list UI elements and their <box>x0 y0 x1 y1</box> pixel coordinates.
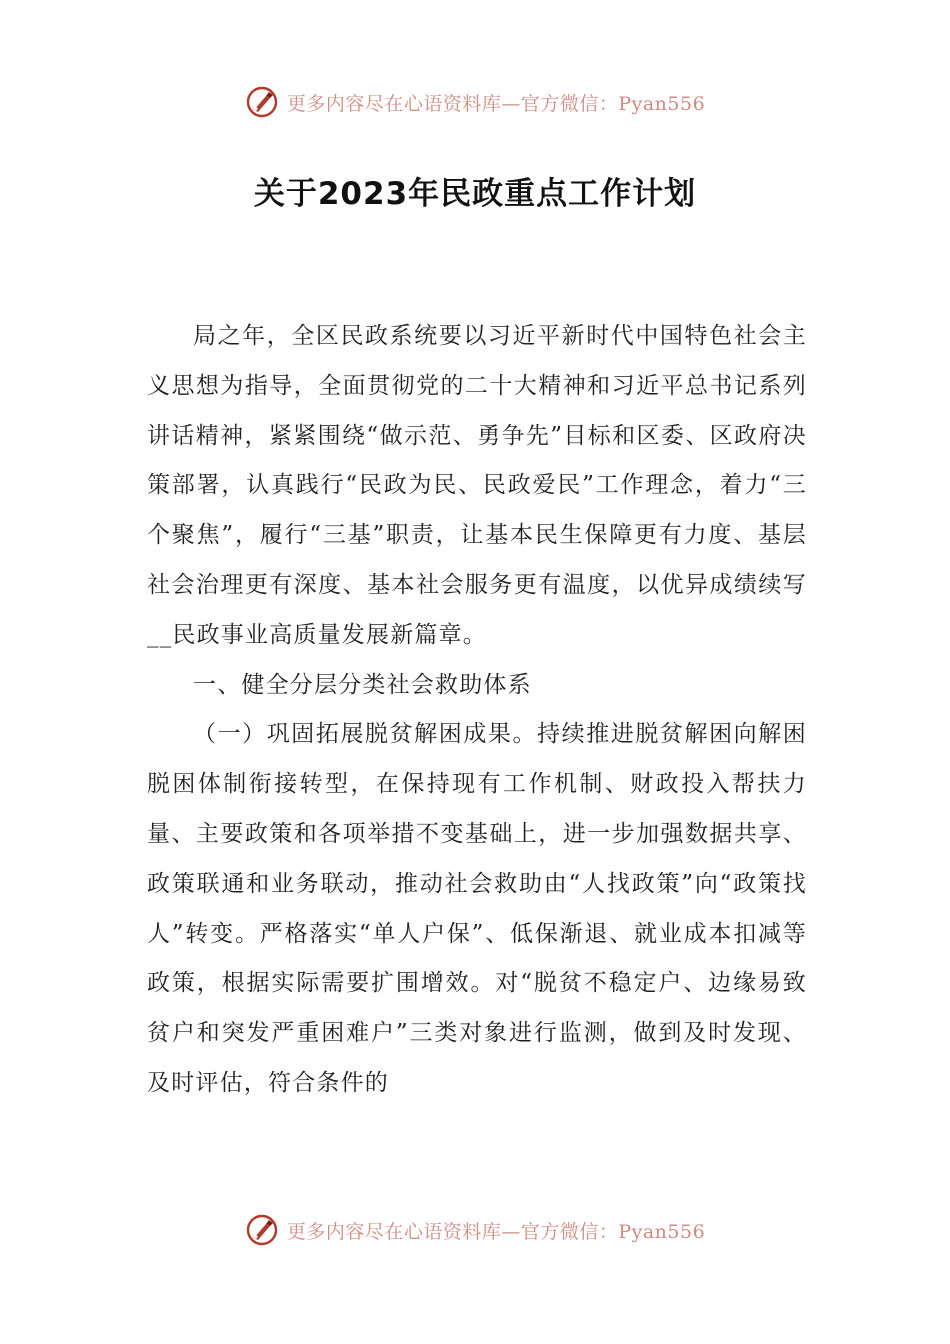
section-heading: 一、健全分层分类社会救助体系 <box>193 671 532 698</box>
document-title: 关于2023年民政重点工作计划 <box>253 176 697 212</box>
pen-nib-logo-icon <box>245 85 279 119</box>
watermark-banner-top <box>0 80 950 124</box>
watermark-banner-bottom <box>0 1208 950 1252</box>
pen-nib-logo-icon <box>245 1213 279 1247</box>
document-body <box>147 312 807 1109</box>
intro-paragraph: 局之年，全区民政系统要以习近平新时代中国特色社会主义思想为指导，全面贯彻党的二十大精神和习近平总书记系列讲话精神，紧紧围绕“做示范、勇争先”目标和区委、区政府决策部署，认真践行“民政为民、民政爱民”工作理念，着力“三个聚焦”，履行“三基”职责，让基本民生保障更有力度、基层社会治理更有深度、基本社会服务更有温度，以优异成绩续写__民政事业高质量发展新篇章。 <box>147 323 807 648</box>
subsection-paragraph: （一）巩固拓展脱贫解困成果。持续推进脱贫解困向解困脱困体制衔接转型，在保持现有工作机制、财政投入帮扶力量、主要政策和各项举措不变基础上，进一步加强数据共享、政策联通和业务联动，推动社会救助由“人找政策”向“政策找人”转变。严格落实“单人户保”、低保渐退、就业成本扣减等政策，根据实际需要扩围增效。对“脱贫不稳定户、边缘易致贫户和突发严重困难户”三类对象进行监测，做到及时发现、及时评估，符合条件的 <box>147 721 807 1096</box>
watermark-text: 更多内容尽在心语资料库—官方微信：Pyan556 <box>286 92 706 115</box>
watermark-text: 更多内容尽在心语资料库—官方微信：Pyan556 <box>286 1220 706 1243</box>
